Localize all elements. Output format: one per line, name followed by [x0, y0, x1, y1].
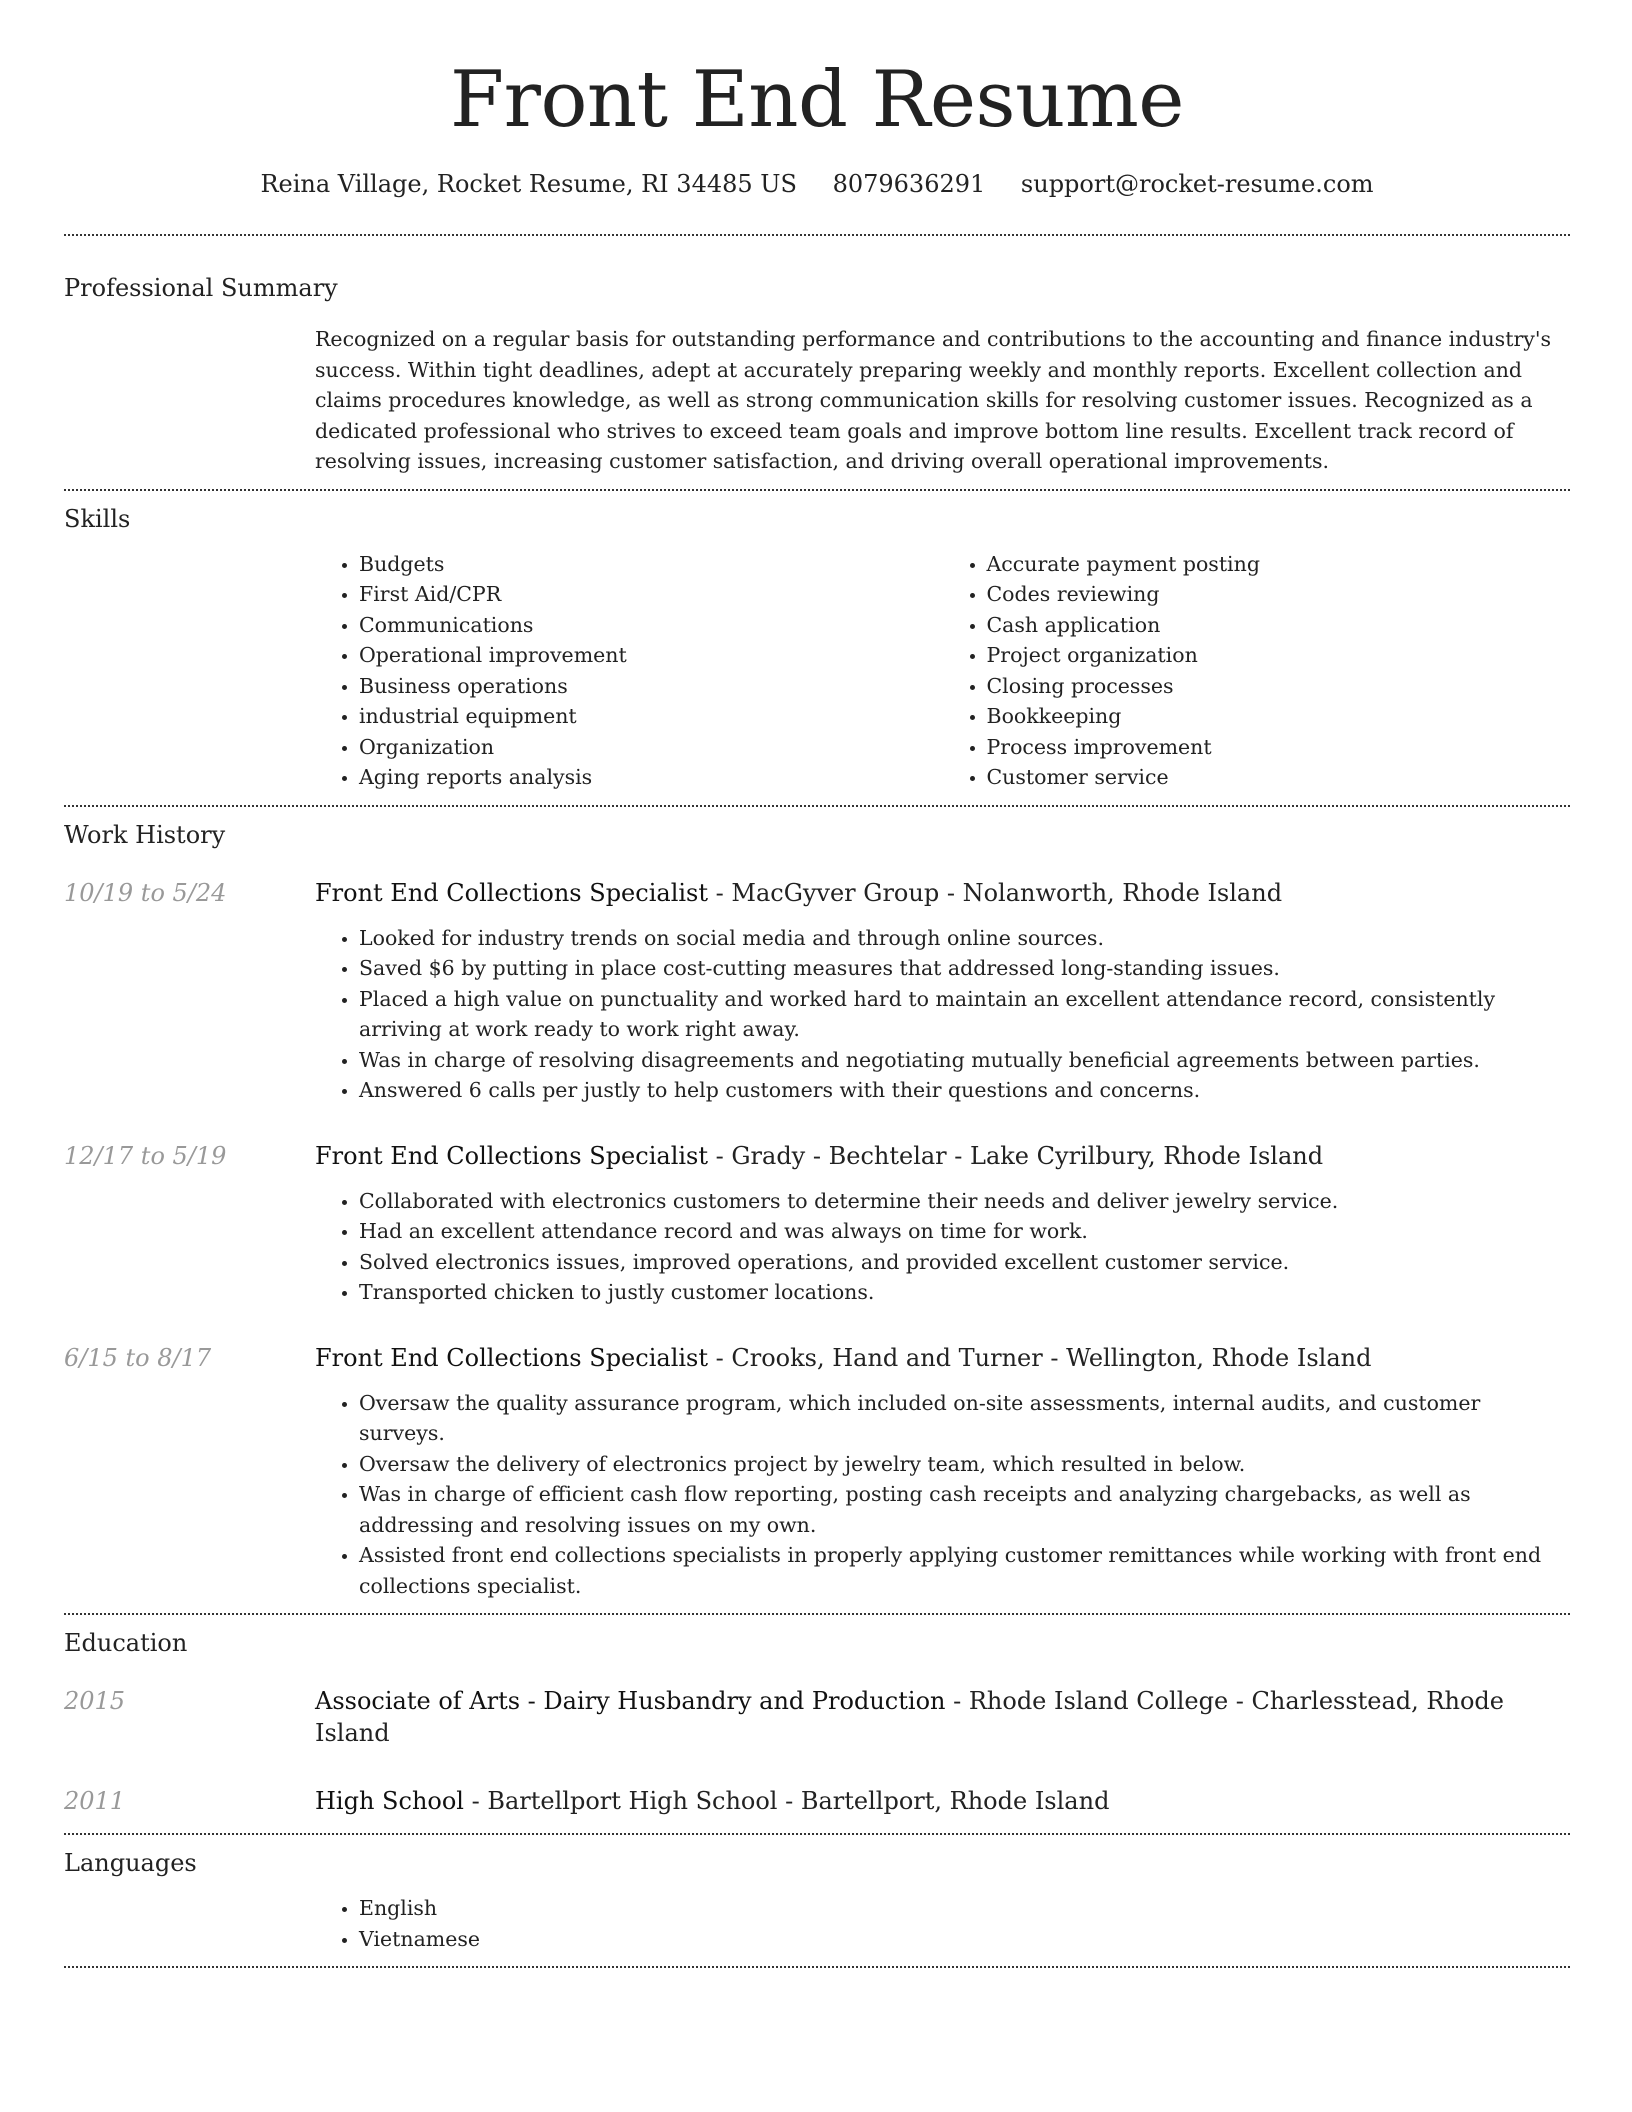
languages-list: [315, 1893, 1570, 1954]
job-bullet: • Looked for industry trends on social media and through online sources.: [359, 923, 1570, 954]
job-bullet: • Transported chicken to justly customer locations.: [359, 1277, 1570, 1308]
job-employer: - MacGyver Group - Nolanworth, Rhode Island: [708, 878, 1283, 907]
resume-page: [64, 0, 1570, 1968]
skills-section: [64, 491, 1570, 805]
skill-item: • Aging reports analysis: [359, 762, 943, 793]
skill-item: • Business operations: [359, 671, 943, 702]
job-bullets: [315, 923, 1570, 1106]
language-item: • English: [359, 1893, 1570, 1924]
job-heading: [315, 1140, 1570, 1172]
contact-email: support@rocket-resume.com: [1020, 170, 1374, 198]
education-degree: Associate of Arts - Dairy Husbandry and Production: [315, 1687, 946, 1715]
skill-item: • Codes reviewing: [987, 579, 1571, 610]
skills-heading: Skills: [64, 504, 131, 533]
job-heading: [315, 1342, 1570, 1374]
job-bullet: • Had an excellent attendance record and was always on time for work.: [359, 1216, 1570, 1247]
skill-item: • Budgets: [359, 549, 943, 580]
job-dates: 10/19 to 5/24: [64, 878, 227, 907]
contact-phone: 8079636291: [832, 170, 986, 198]
skill-item: • Process improvement: [987, 732, 1571, 763]
resume-title: Front End Resume: [450, 55, 1184, 145]
contact-address: Reina Village, Rocket Resume, RI 34485 US: [260, 170, 797, 198]
job-bullet: • Oversaw the delivery of electronics project by jewelry team, which resulted in below.: [359, 1449, 1570, 1480]
education-degree: High School: [315, 1787, 464, 1815]
skill-item: • First Aid/CPR: [359, 579, 943, 610]
education-school: - Bartellport High School - Bartellport, Rhode Island: [463, 1787, 1110, 1815]
education-entry: [64, 1685, 1570, 1749]
job-bullet: • Saved $6 by putting in place cost-cutting measures that addressed long-standing issues.: [359, 953, 1570, 984]
divider: [64, 1966, 1570, 1968]
languages-heading: Languages: [64, 1849, 197, 1877]
skill-item: • Operational improvement: [359, 640, 943, 671]
job-bullets: [315, 1388, 1570, 1602]
job-bullet: • Was in charge of resolving disagreements and negotiating mutually beneficial agreements between parties.: [359, 1045, 1570, 1076]
languages-section: [64, 1835, 1570, 1966]
job-entry: [64, 1140, 1570, 1308]
skill-item: • Organization: [359, 732, 943, 763]
job-entry: [64, 1342, 1570, 1602]
job-bullet: • Placed a high value on punctuality and worked hard to maintain an excellent attendance record, consistently arriving at work ready to work right away.: [359, 984, 1570, 1045]
education-section: [64, 1615, 1570, 1833]
skill-item: • Communications: [359, 610, 943, 641]
job-employer: - Crooks, Hand and Turner - Wellington, Rhode Island: [708, 1343, 1372, 1372]
job-title: Front End Collections Specialist: [315, 878, 708, 907]
job-dates: 12/17 to 5/19: [64, 1141, 227, 1170]
skills-list-left: [315, 549, 943, 793]
skill-item: • Project organization: [987, 640, 1571, 671]
job-bullet: • Was in charge of efficient cash flow reporting, posting cash receipts and analyzing chargebacks, as well as addressing and resolving issues on my own.: [359, 1479, 1570, 1540]
job-title: Front End Collections Specialist: [315, 1343, 708, 1372]
work-history-section: [64, 807, 1570, 1614]
job-employer: - Grady - Bechtelar - Lake Cyrilbury, Rhode Island: [708, 1141, 1324, 1170]
education-heading-line: [315, 1785, 1570, 1817]
summary-heading: Professional Summary: [64, 274, 338, 302]
job-bullet: • Assisted front end collections specialists in properly applying customer remittances while working with front end collections specialist.: [359, 1540, 1570, 1601]
summary-section: [64, 236, 1570, 489]
job-bullets: [315, 1186, 1570, 1308]
skill-item: • Customer service: [987, 762, 1571, 793]
education-school: - Rhode Island College - Charlesstead, Rhode Island: [315, 1687, 1504, 1747]
education-heading-line: [315, 1685, 1570, 1749]
education-entry: [64, 1785, 1570, 1817]
skill-item: • industrial equipment: [359, 701, 943, 732]
job-title: Front End Collections Specialist: [315, 1141, 708, 1170]
summary-text: Recognized on a regular basis for outstanding performance and contributions to the accounting and finance industry's success. Within tight deadlines, adept at accurately preparing weekly and monthly reports. Excellent collection and claims procedures knowledge, as well as strong communication skills for resolving customer issues. Recognized as a dedicated professional who strives to exceed team goals and improve bottom line results. Excellent track record of resolving issues, increasing customer satisfaction, and driving overall operational improvements.: [315, 327, 1551, 473]
skills-list-right: [943, 549, 1571, 793]
job-bullet: • Collaborated with electronics customers to determine their needs and deliver jewelry service.: [359, 1186, 1570, 1217]
job-dates: 6/15 to 8/17: [64, 1343, 212, 1372]
job-bullet: • Oversaw the quality assurance program, which included on-site assessments, internal audits, and customer surveys.: [359, 1388, 1570, 1449]
education-heading: Education: [64, 1629, 188, 1657]
language-item: • Vietnamese: [359, 1924, 1570, 1955]
work-history-heading: Work History: [64, 820, 226, 849]
job-entry: [64, 877, 1570, 1106]
skill-item: • Accurate payment posting: [987, 549, 1571, 580]
skill-item: • Closing processes: [987, 671, 1571, 702]
job-bullet: • Solved electronics issues, improved operations, and provided excellent customer service.: [359, 1247, 1570, 1278]
education-year: 2011: [64, 1787, 126, 1815]
job-heading: [315, 877, 1570, 909]
job-bullet: • Answered 6 calls per justly to help customers with their questions and concerns.: [359, 1075, 1570, 1106]
education-year: 2015: [64, 1687, 126, 1715]
contact-line: [64, 168, 1570, 200]
skill-item: • Bookkeeping: [987, 701, 1571, 732]
skill-item: • Cash application: [987, 610, 1571, 641]
